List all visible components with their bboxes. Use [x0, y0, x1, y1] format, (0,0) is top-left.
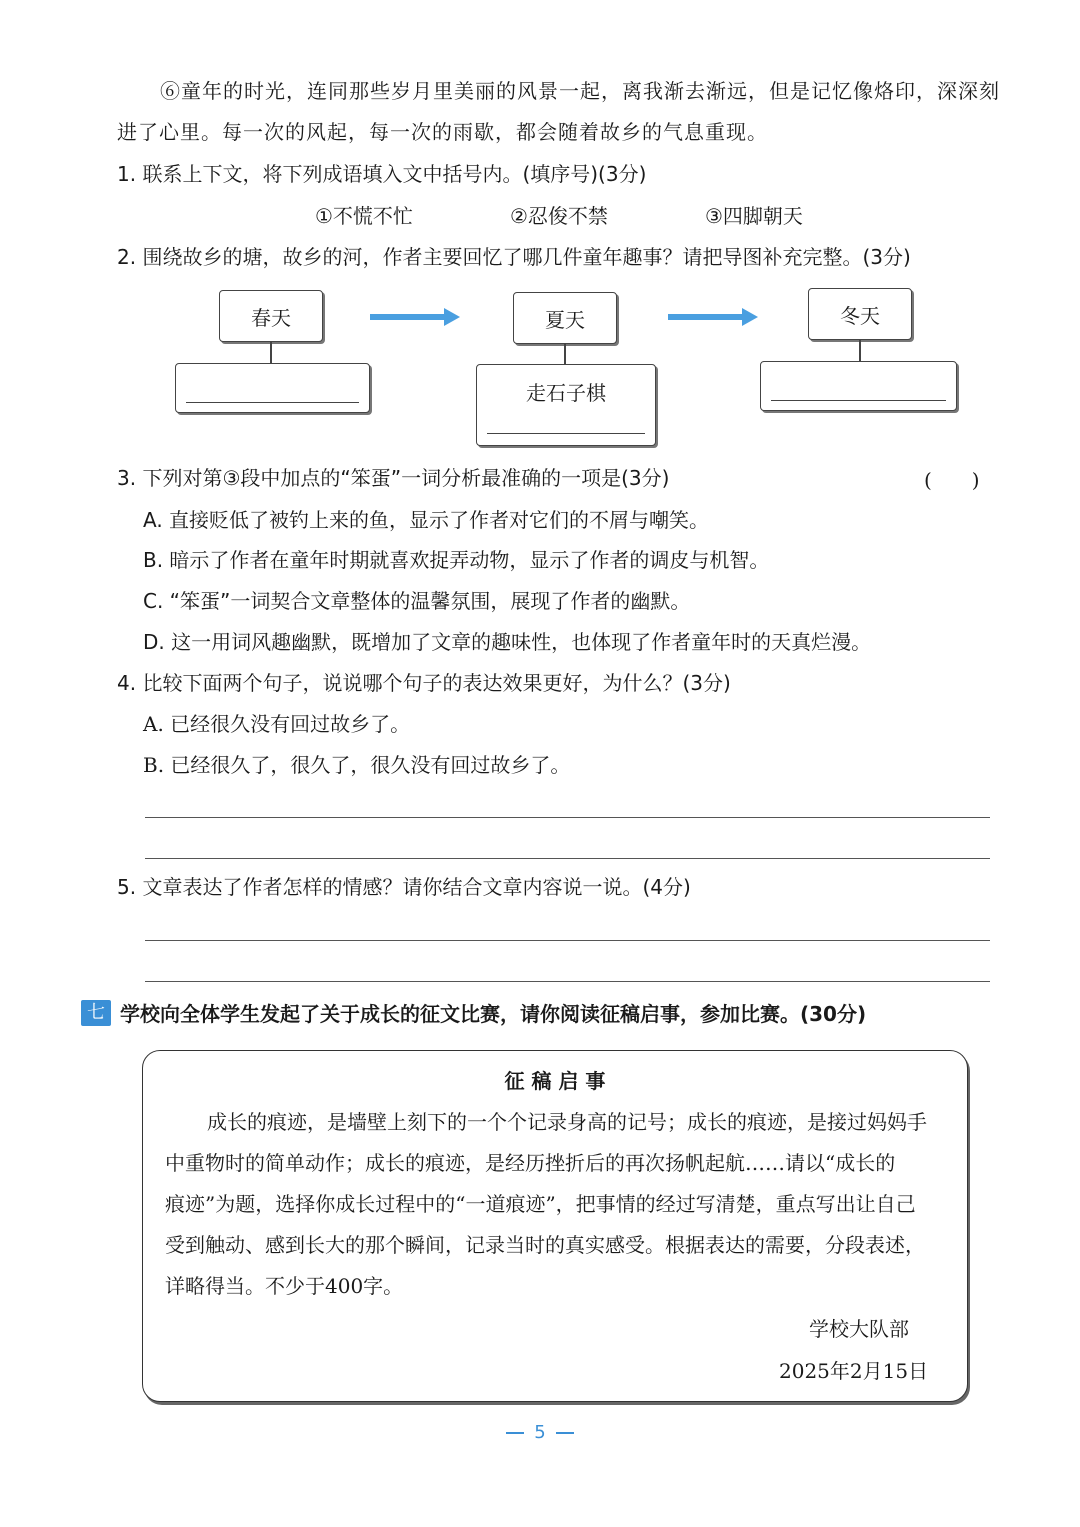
- question-4: 4. 比较下面两个句子，说说哪个句子的表达效果更好，为什么？(3分): [117, 671, 731, 695]
- notice-date: 2025年2月15日: [779, 1359, 929, 1383]
- notice-line-3: 痕迹”为题，选择你成长过程中的“一道痕迹”，把事情的经过写清楚，重点写出让自己: [165, 1192, 916, 1216]
- summer-connector: [564, 344, 566, 364]
- answer-bracket[interactable]: ( ): [924, 468, 980, 492]
- notice-line-2: 中重物时的简单动作；成长的痕迹，是经历挫折后的再次扬帆起航……请以“成长的: [165, 1151, 896, 1175]
- notice-line-1: 成长的痕迹，是墙壁上刻下的一个个记录身高的记号；成长的痕迹，是接过妈妈手: [207, 1110, 927, 1134]
- question-2: 2. 围绕故乡的塘，故乡的河，作者主要回忆了哪几件童年趣事？请把导图补充完整。(3分): [117, 245, 911, 269]
- q1-option-2: ②忍俊不禁: [510, 204, 608, 228]
- dash-decoration: [506, 1432, 524, 1434]
- spring-connector: [270, 342, 272, 364]
- q3-option-a: A. 直接贬低了被钓上来的鱼，显示了作者对它们的不屑与嘲笑。: [143, 508, 710, 532]
- page-number: 5: [534, 1422, 546, 1443]
- answer-line[interactable]: [145, 817, 990, 818]
- arrow-icon: [370, 306, 462, 328]
- notice-signature: 学校大队部: [809, 1317, 909, 1341]
- summer-answer-box: [476, 364, 656, 446]
- dash-decoration: [556, 1432, 574, 1434]
- winter-answer-box: [760, 361, 957, 411]
- notice-line-4: 受到触动、感到长大的那个瞬间，记录当时的真实感受。根据表达的需要，分段表述，: [165, 1233, 925, 1257]
- answer-line[interactable]: [145, 981, 990, 982]
- section-7-prompt: 学校向全体学生发起了关于成长的征文比赛，请你阅读征稿启事，参加比赛。(30分): [120, 1002, 867, 1026]
- q4-sentence-b: B. 已经很久了，很久了，很久没有回过故乡了。: [143, 753, 571, 777]
- question-1: 1. 联系上下文，将下列成语填入文中括号内。(填序号)(3分): [117, 162, 647, 186]
- q3-option-d: D. 这一用词风趣幽默，既增加了文章的趣味性，也体现了作者童年时的天真烂漫。: [143, 630, 872, 654]
- passage-line-1: ⑥童年的时光，连同那些岁月里美丽的风景一起，离我渐去渐远，但是记忆像烙印，深深刻: [160, 79, 1000, 103]
- winter-box: 冬天: [808, 288, 912, 340]
- summer-box: 夏天: [513, 292, 617, 344]
- summer-event: 走石子棋: [526, 381, 606, 405]
- passage-line-2: 进了心里。每一次的风起，每一次的雨歇，都会随着故乡的气息重现。: [117, 120, 768, 144]
- q1-option-3: ③四脚朝天: [705, 204, 803, 228]
- answer-line[interactable]: [145, 858, 990, 859]
- notice-line-5: 详略得当。不少于400字。: [165, 1274, 404, 1298]
- spring-box: 春天: [219, 290, 323, 342]
- answer-line[interactable]: [145, 940, 990, 941]
- notice-title: 征 稿 启 事: [504, 1069, 606, 1093]
- q1-option-1: ①不慌不忙: [315, 204, 413, 228]
- notice-box: [142, 1050, 968, 1402]
- spring-answer-line[interactable]: [186, 402, 359, 403]
- spring-answer-box: [175, 363, 370, 413]
- question-3: 3. 下列对第③段中加点的“笨蛋”一词分析最准确的一项是(3分): [117, 466, 670, 490]
- winter-connector: [859, 340, 861, 362]
- arrow-icon: [668, 306, 760, 328]
- question-5: 5. 文章表达了作者怎样的情感？请你结合文章内容说一说。(4分): [117, 875, 691, 899]
- q4-sentence-a: A. 已经很久没有回过故乡了。: [143, 712, 411, 736]
- page-number-footer: [0, 1422, 1080, 1443]
- winter-answer-line[interactable]: [771, 400, 946, 401]
- section-number-badge: 七: [81, 1000, 111, 1026]
- q3-option-b: B. 暗示了作者在童年时期就喜欢捉弄动物，显示了作者的调皮与机智。: [143, 548, 770, 572]
- summer-answer-line[interactable]: [487, 433, 645, 434]
- q3-option-c: C. “笨蛋”一词契合文章整体的温馨氛围，展现了作者的幽默。: [143, 589, 691, 613]
